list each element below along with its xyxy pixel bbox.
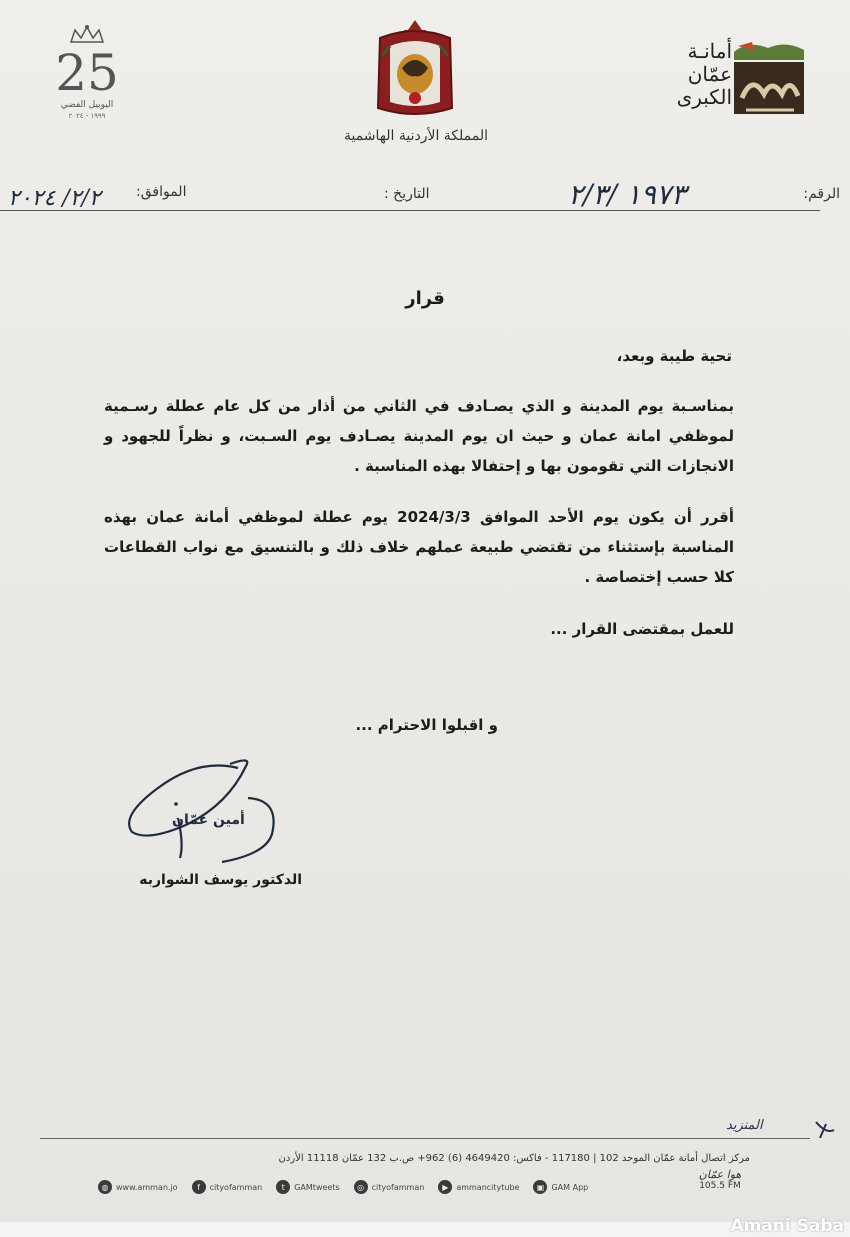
document-title: قرار — [405, 288, 445, 309]
reference-rule — [0, 210, 820, 211]
radio-name: هوا عمّان — [698, 1168, 742, 1181]
twitter-icon: t — [276, 1180, 290, 1194]
social-app-label: GAM App — [551, 1182, 589, 1192]
annotation-scribble: المنزيد — [726, 1118, 763, 1133]
social-instagram-label: cityofamman — [371, 1182, 425, 1192]
amman-calligraphy-icon — [728, 38, 808, 120]
social-website[interactable] — [98, 1180, 178, 1194]
footer-address: مركز اتصال أمانة عمّان الموحد 102 | 117180 - فاكس: 4649420 (6) 962+ ص.ب 132 عمّان 11118 الأردن — [278, 1153, 750, 1164]
social-twitter-label: GAMtweets — [294, 1182, 340, 1192]
jubilee-years: ١٩٩٩ - ٢٠٢٤ — [68, 112, 106, 120]
social-facebook-label: cityofamman — [209, 1182, 263, 1192]
royal-crest — [360, 16, 470, 128]
watermark: Amani Saba — [730, 1216, 844, 1236]
social-twitter[interactable] — [276, 1180, 339, 1194]
kingdom-name: المملكة الأردنية الهاشمية — [343, 128, 489, 144]
bottom-band — [0, 1222, 850, 1237]
globe-icon: ◍ — [98, 1180, 112, 1194]
jubilee-logo — [52, 24, 122, 164]
facebook-icon: f — [192, 1180, 206, 1194]
radio-frequency: 105.5 FM — [699, 1181, 741, 1191]
gam-line1: أمانـة — [687, 39, 732, 63]
paragraph-2: أقرر أن يكون يوم الأحد الموافق 2024/3/3 يوم عطلة لموظفي أمانة عمان بهذه المناسبة بإستثناء من تقتضي طبيعة عملهم خلاف ذلك و بالتنسيق مع نواب القطاعات كلا حسب إختصاصة . — [104, 508, 734, 586]
date-label: التاريخ : — [384, 186, 430, 202]
youtube-icon: ▶ — [438, 1180, 452, 1194]
social-instagram[interactable] — [354, 1180, 425, 1194]
social-youtube[interactable] — [438, 1180, 519, 1194]
check-mark-icon — [812, 1118, 842, 1140]
signer-name: الدكتور يوسف الشواربه — [139, 872, 302, 888]
closing-action: للعمل بمقتضى القرار ... — [550, 620, 734, 638]
number-label: الرقم: — [803, 186, 840, 202]
social-website-label: www.amman.jo — [116, 1182, 178, 1192]
gam-line2: عمّان — [687, 62, 732, 86]
jubilee-number: 25 — [55, 44, 119, 102]
hijri-label: الموافق: — [136, 184, 187, 200]
gam-line3: الكبرى — [676, 85, 732, 109]
jubilee-subtitle: اليوبيل الفضي — [60, 100, 114, 110]
coat-of-arms-icon — [360, 16, 470, 124]
greeting: تحية طيبة وبعد، — [616, 347, 732, 365]
crown-icon — [67, 24, 107, 46]
radio-logo — [690, 1168, 750, 1208]
hijri-value: ٢/٢/ ٢٠٢٤ — [8, 186, 101, 211]
social-facebook[interactable] — [192, 1180, 263, 1194]
gam-logo-mark — [728, 38, 808, 120]
signature-title: أمين عمّان — [172, 812, 245, 828]
gam-logo-text — [677, 40, 732, 109]
number-value: ١٩٧٣ /٢/٣ — [568, 178, 687, 211]
app-icon: ▣ — [533, 1180, 547, 1194]
social-links — [98, 1180, 588, 1194]
social-youtube-label: ammancitytube — [456, 1182, 520, 1192]
closing-regards: و اقبلوا الاحترام ... — [355, 716, 498, 734]
paragraph-1: بمناسـبة يوم المدينة و الذي يصـادف في الثاني من أذار من كل عام عطلة رسـمية لموظفي امانة عمان و حيث ان يوم المدينة يصـادف يوم السـبت، و نظراً للجهود و الانجازات التي تقومون بها و إحتفالا بهذه المناسبة . — [104, 397, 734, 475]
footer-rule — [40, 1138, 810, 1139]
instagram-icon: ◎ — [354, 1180, 368, 1194]
social-app[interactable] — [533, 1180, 588, 1194]
